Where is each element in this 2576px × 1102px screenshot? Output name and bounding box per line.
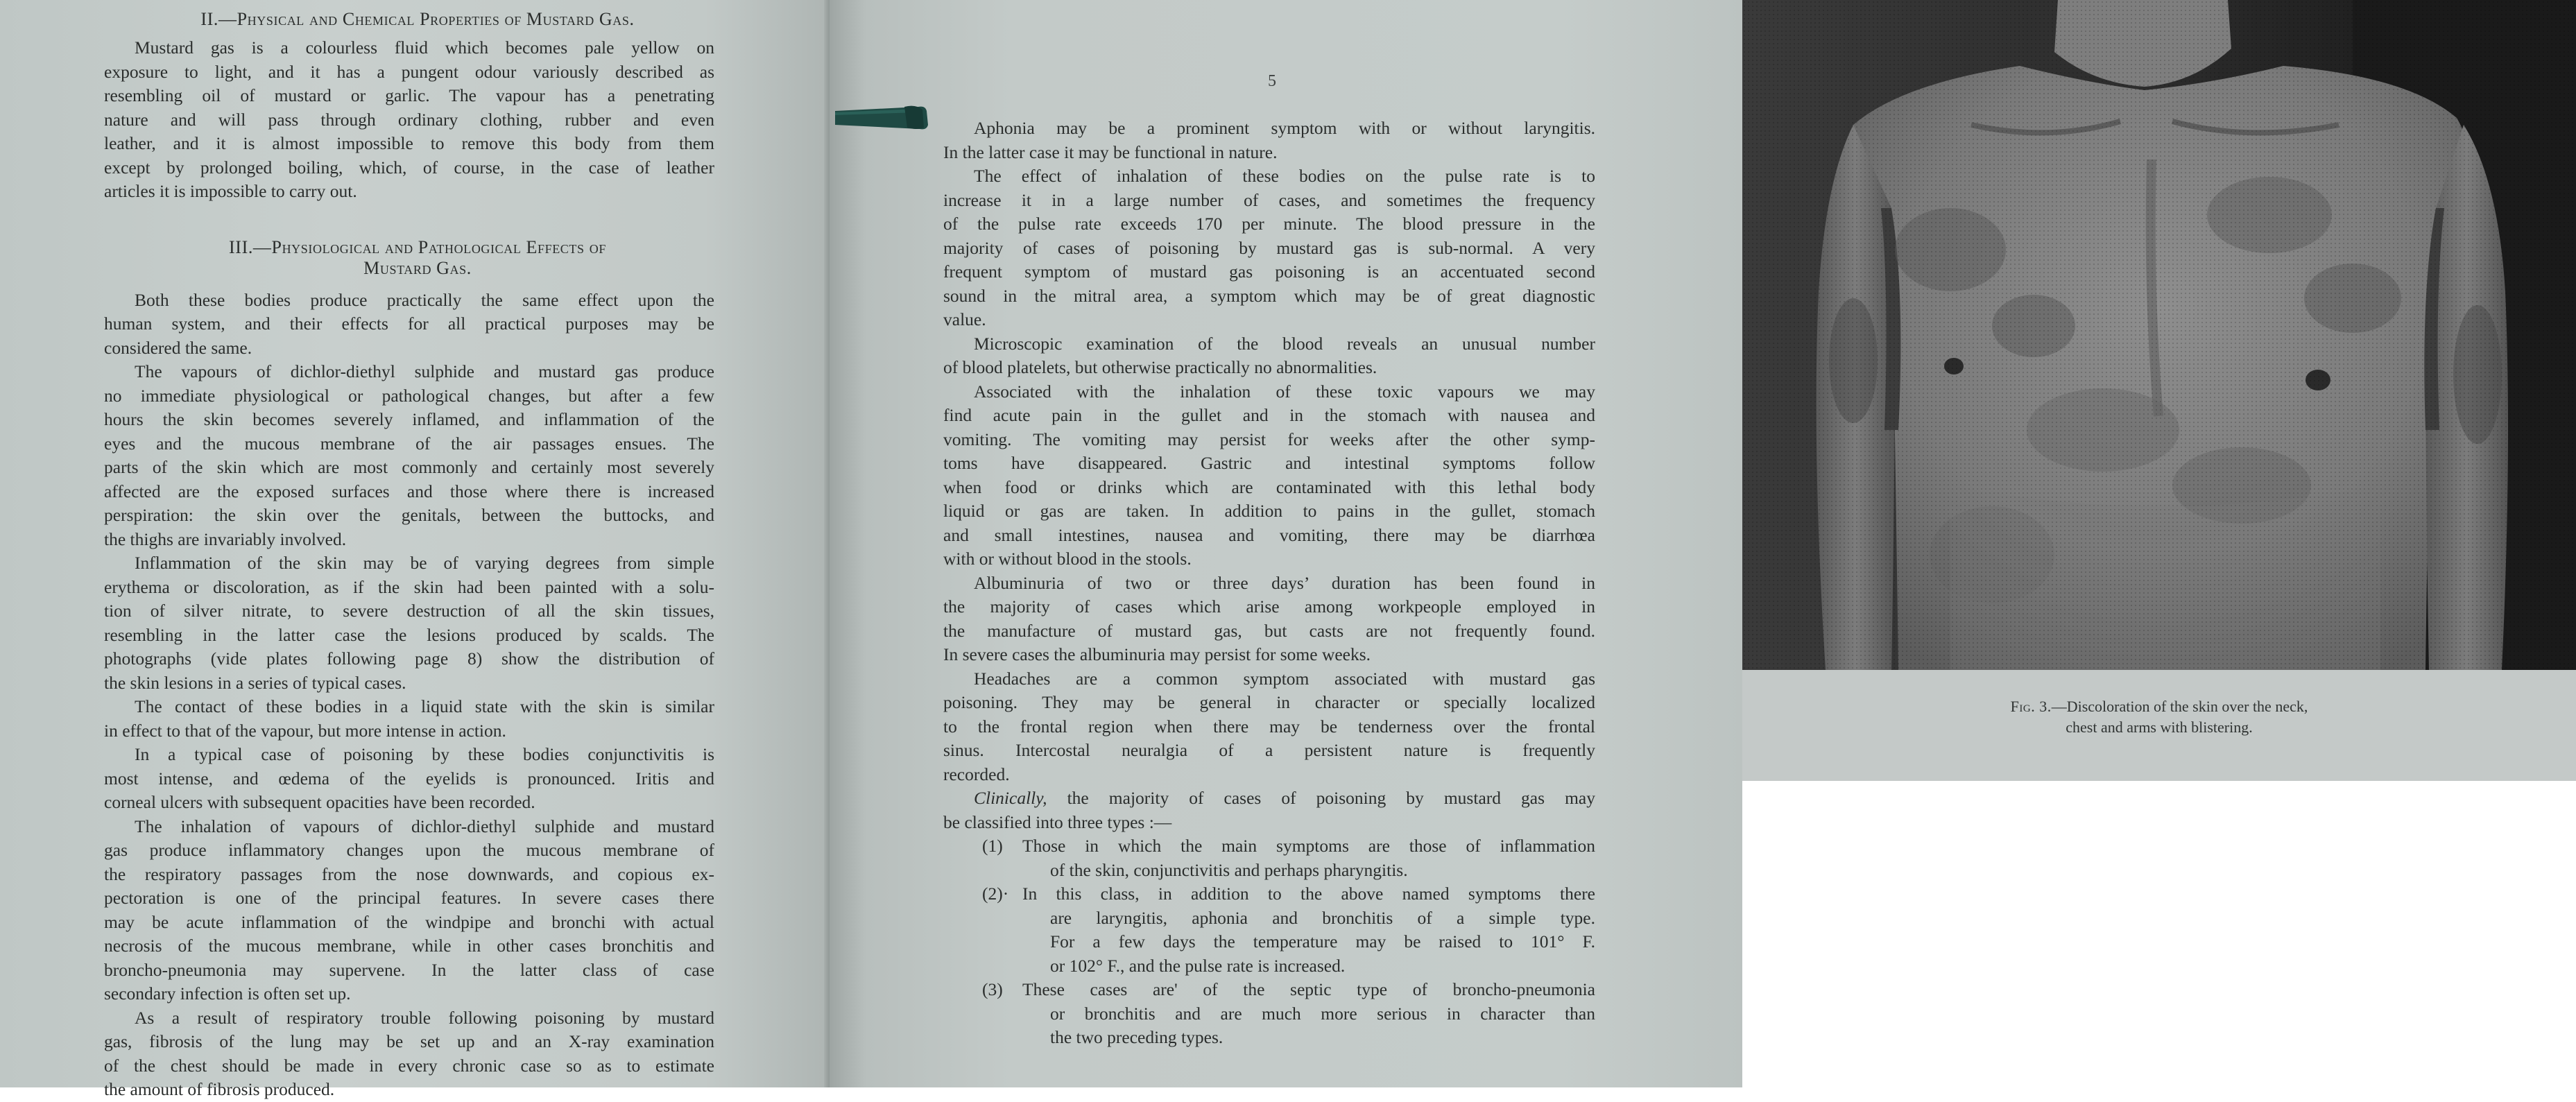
list-item-line: are laryngitis, aphonia and bronchitis of a simple type. [1050, 907, 1595, 928]
para-effects-same-line: human system, and their effects for all practical purposes may be [104, 313, 714, 334]
list-item-line: In this class, in addition to the above named symptoms there [1022, 884, 1595, 904]
para-skin-line: photographs (vide plates following page 8) show the distribution of [104, 648, 714, 669]
paragraph-albuminuria [943, 571, 1595, 667]
para-effects-same-line: Both these bodies produce practically the same effect upon the [135, 289, 714, 310]
paragraph-vapours-effects [104, 360, 714, 551]
paragraph-pulse-rate [943, 164, 1595, 332]
para-pulse-line: increase it in a large number of cases, and sometimes the frequency [943, 189, 1595, 210]
para-inhalation-line: may be acute inflammation of the windpipe and bronchi with actual [104, 911, 714, 932]
para-vapours-line: eyes and the mucous membrane of the air passages ensues. The [104, 433, 714, 454]
para-inhalation-line: the respiratory passages from the nose downwards, and copious ex- [104, 863, 714, 884]
caption-fig-label: Fig. 3. [2010, 698, 2052, 715]
list-item-line: the two preceding types. [1050, 1027, 1223, 1047]
figure-caption-area [1742, 670, 2576, 781]
para-skin-line: Inflammation of the skin may be of varying degrees from simple [135, 553, 714, 573]
paragraph-aphonia [943, 117, 1595, 164]
para-inhalation-line: gas produce inflammatory changes upon the mucous membrane of [104, 840, 714, 860]
para-vapours-line: hours the skin becomes severely inflamed, and inflammation of the [104, 409, 714, 429]
paragraph-clinically-line-2: be classified into three types :— [943, 811, 1172, 832]
paragraph-fibrosis [104, 1006, 714, 1102]
list-item [982, 978, 1595, 1050]
para-gastric-line: find acute pain in the gullet and in the stomach with nausea and [943, 405, 1595, 425]
para-aphonia-line: Aphonia may be a prominent symptom with or without laryngitis. [974, 118, 1595, 138]
para-fibrosis-line: the amount of fibrosis produced. [104, 1079, 335, 1099]
section-heading-physiological-line-2: Mustard Gas. [363, 257, 472, 278]
paragraph-liquid-contact [104, 695, 714, 743]
para-liquid-line: in effect to that of the vapour, but more intense in action. [104, 720, 506, 741]
para-gastric-line: liquid or gas are taken. In addition to pains in the gullet, stomach [943, 501, 1595, 521]
para-gastric-line: and small intestines, nausea and vomiting, there may be diarrhœa [943, 524, 1595, 545]
paragraph-blood-examination [943, 332, 1595, 380]
caption-line-1 [1742, 696, 2576, 717]
para-inhalation-line: The inhalation of vapours of dichlor-diethyl sulphide and mustard [135, 816, 714, 836]
para-gastric-line: with or without blood in the stools. [943, 549, 1192, 569]
para-vapours-line: The vapours of dichlor-diethyl sulphide and mustard gas produce [135, 361, 714, 381]
page-number: 5 [1268, 72, 1276, 90]
para-blood-line: of blood platelets, but otherwise practically no abnormalities. [943, 357, 1377, 377]
list-item-line: or 102° F., and the pulse rate is increased. [1050, 955, 1346, 976]
para-conjunctivitis-line: most intense, and œdema of the eyelids is pronounced. Iritis and [104, 768, 714, 789]
para-inhalation-line: necrosis of the mucous membrane, while in other cases bronchitis and [104, 936, 714, 956]
para-pulse-line: The effect of inhalation of these bodies on the pulse rate is to [974, 166, 1595, 186]
list-item [982, 834, 1595, 882]
para-pulse-line: of the pulse rate exceeds 170 per minute. The blood pressure in the [943, 214, 1595, 234]
para-gastric-line: Associated with the inhalation of these toxic vapours we may [974, 381, 1595, 402]
para-gastric-line: toms have disappeared. Gastric and intestinal symptoms follow [943, 453, 1595, 473]
para-skin-line: resembling in the latter case the lesions produced by scalds. The [104, 624, 714, 645]
para-properties-line: nature and will pass through ordinary clothing, rubber and even [104, 109, 714, 130]
list-item-line: Those in which the main symptoms are those of inflammation [1022, 836, 1595, 856]
para-vapours-line: the thighs are invariably involved. [104, 528, 347, 549]
para-fibrosis-line: gas, fibrosis of the lung may be set up and an X-ray examination [104, 1031, 714, 1051]
para-albuminuria-line: Albuminuria of two or three days’ duration has been found in [974, 572, 1595, 593]
para-gastric-line: when food or drinks which are contaminated with this lethal body [943, 476, 1595, 497]
para-vapours-line: no immediate physiological or pathological changes, but after a few [104, 385, 714, 406]
para-pulse-line: frequent symptom of mustard gas poisoning is an accentuated second [943, 261, 1595, 282]
figure-panel [1742, 0, 2576, 781]
para-headaches-line: poisoning. They may be general in character or specially localized [943, 692, 1595, 712]
paragraph-mustard-gas-properties [104, 36, 714, 204]
para-properties-line: resembling oil of mustard or garlic. The vapour has a penetrating [104, 85, 714, 105]
para-headaches-line: Headaches are a common symptom associated with mustard gas [974, 668, 1595, 689]
section-heading-physical-chemical: II.—Physical and Chemical Properties of Mustard Gas. [200, 9, 635, 29]
caption-line-1-text: —Discoloration of the skin over the neck, [2051, 698, 2308, 715]
para-headaches-line: sinus. Intercostal neuralgia of a persistent nature is frequently [943, 740, 1595, 760]
list-item-line: For a few days the temperature may be raised to 101° F. [1050, 931, 1595, 952]
torso-photograph [1742, 0, 2576, 670]
list-item [982, 882, 1595, 978]
para-headaches-line: recorded. [943, 764, 1010, 784]
para-inhalation-line: pectoration is one of the principal features. In severe cases there [104, 888, 714, 908]
right-text-column [943, 117, 1595, 1050]
left-text-column [104, 8, 714, 1102]
para-pulse-line: sound in the mitral area, a symptom which may be of great diagnostic [943, 285, 1595, 306]
list-marker: (3) [982, 979, 1003, 999]
para-conjunctivitis-line: In a typical case of poisoning by these bodies conjunctivitis is [135, 744, 714, 764]
para-blood-line: Microscopic examination of the blood reveals an unusual number [974, 333, 1595, 354]
para-skin-line: the skin lesions in a series of typical cases. [104, 672, 406, 693]
para-skin-line: erythema or discoloration, as if the skin had been painted with a solu- [104, 576, 714, 597]
para-vapours-line: perspiration: the skin over the genitals, between the buttocks, and [104, 505, 714, 525]
para-properties-line: leather, and it is almost impossible to remove this body from them [104, 133, 714, 153]
para-albuminuria-line: the majority of cases which arise among workpeople employed in [943, 596, 1595, 617]
section-heading-physiological-line-1: III.—Physiological and Pathological Effects of [229, 236, 606, 257]
list-item-line: or bronchitis and are much more serious in character than [1050, 1003, 1595, 1024]
para-properties-line: except by prolonged boiling, which, of course, in the case of leather [104, 157, 714, 178]
paragraph-skin-inflammation [104, 551, 714, 695]
para-properties-line: exposure to light, and it has a pungent odour variously described as [104, 61, 714, 82]
clinically-line-1-text: the majority of cases of poisoning by mustard gas may [1047, 788, 1595, 808]
paragraph-effects-same [104, 289, 714, 361]
paragraph-headaches [943, 667, 1595, 787]
para-pulse-line: majority of cases of poisoning by mustard gas is sub-normal. A very [943, 237, 1595, 258]
paragraph-conjunctivitis [104, 743, 714, 815]
para-gastric-line: vomiting. The vomiting may persist for weeks after the other symp- [943, 429, 1595, 449]
paragraph-inhalation-respiratory [104, 815, 714, 1006]
paragraph-clinically-line-1 [943, 786, 1595, 811]
para-albuminuria-line: the manufacture of mustard gas, but casts are not frequently found. [943, 620, 1595, 641]
types-list [982, 834, 1595, 1050]
right-page [830, 0, 1742, 1087]
para-fibrosis-line: of the chest should be made in every chronic case so as to estimate [104, 1055, 714, 1076]
para-vapours-line: parts of the skin which are most commonly and certainly most severely [104, 457, 714, 477]
para-headaches-line: to the frontal region when there may be tenderness over the frontal [943, 716, 1595, 737]
figure-caption [1742, 696, 2576, 738]
para-liquid-line: The contact of these bodies in a liquid state with the skin is similar [135, 696, 714, 716]
para-properties-line: articles it is impossible to carry out. [104, 181, 357, 201]
list-item-line: of the skin, conjunctivitis and perhaps pharyngitis. [1050, 859, 1408, 880]
para-albuminuria-line: In severe cases the albuminuria may persist for some weeks. [943, 644, 1371, 664]
para-pulse-line: value. [943, 309, 986, 329]
para-aphonia-line: In the latter case it may be functional in nature. [943, 141, 1278, 162]
list-marker: (1) [982, 836, 1003, 856]
para-skin-line: tion of silver nitrate, to severe destruction of all the skin tissues, [104, 601, 714, 621]
caption-line-2: chest and arms with blistering. [2066, 718, 2253, 736]
para-inhalation-line: broncho-pneumonia may supervene. In the latter class of case [104, 959, 714, 980]
clinically-italic: Clinically, [974, 788, 1047, 808]
paragraph-clinically [943, 786, 1595, 834]
left-page [0, 0, 830, 1099]
para-properties-line: Mustard gas is a colourless fluid which becomes pale yellow on [135, 37, 714, 58]
para-conjunctivitis-line: corneal ulcers with subsequent opacities have been recorded. [104, 792, 535, 812]
para-effects-same-line: considered the same. [104, 337, 252, 358]
list-marker: (2)· [982, 884, 1009, 904]
para-fibrosis-line: As a result of respiratory trouble following poisoning by mustard [135, 1007, 714, 1028]
para-inhalation-line: secondary infection is often set up. [104, 983, 351, 1004]
list-item-line: These cases are' of the septic type of broncho-pneumonia [1022, 979, 1595, 999]
paragraph-gastric-symptoms [943, 380, 1595, 571]
bookmark-ribbon [835, 104, 928, 130]
para-vapours-line: affected are the exposed surfaces and those where there is increased [104, 481, 714, 501]
